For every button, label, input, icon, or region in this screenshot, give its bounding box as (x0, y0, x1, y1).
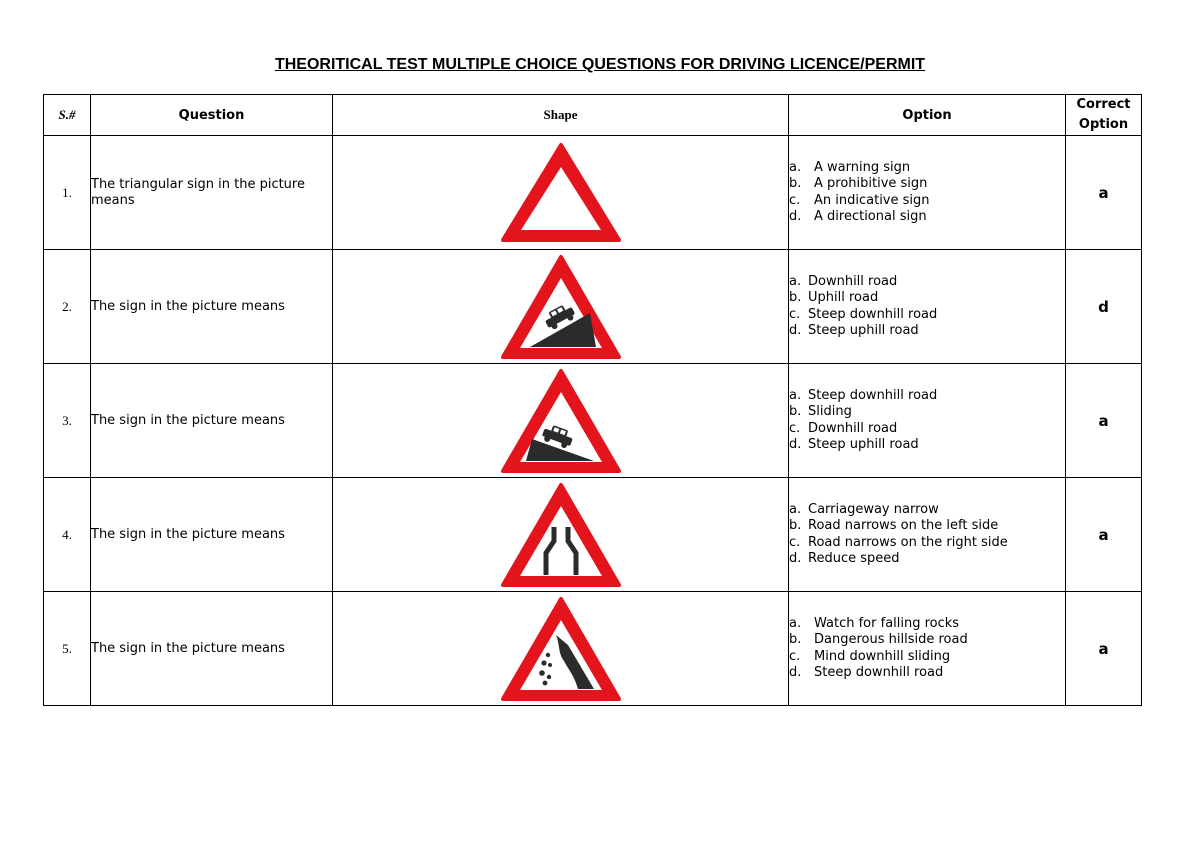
steep-uphill-car-icon (498, 253, 624, 361)
option-d: d. Steep downhill road (789, 665, 944, 680)
header-sn: S.# (44, 95, 91, 136)
row-number: 2. (44, 250, 91, 364)
page-title: THEORITICAL TEST MULTIPLE CHOICE QUESTIONS FOR DRIVING LICENCE/PERMIT (274, 56, 926, 73)
correct-answer: a (1066, 592, 1142, 706)
option-b: b. Uphill road (789, 290, 879, 305)
shape-cell (333, 478, 789, 592)
question-text: The sign in the picture means (91, 250, 333, 364)
correct-answer: d (1066, 250, 1142, 364)
option-c: c. Downhill road (789, 420, 898, 436)
shape-cell (333, 364, 789, 478)
questions-table (43, 94, 1142, 706)
row-number: 3. (44, 364, 91, 478)
header-shape: Shape (333, 95, 789, 136)
steep-downhill-car-icon (498, 367, 624, 475)
road-narrows-icon (498, 481, 624, 589)
shape-cell (333, 592, 789, 706)
question-text: The sign in the picture means (91, 478, 333, 592)
option-a: a. A warning sign (789, 159, 911, 175)
option-a: a. Watch for falling rocks (789, 615, 960, 631)
option-d: d. A directional sign (789, 209, 927, 224)
option-b: b. Sliding (789, 404, 852, 419)
option-d: d. Steep uphill road (789, 437, 919, 452)
options-cell (789, 136, 1066, 250)
warning-triangle-blank (498, 141, 624, 244)
header-correct-line2: Option (1078, 117, 1129, 132)
question-text: The triangular sign in the picture means (91, 136, 333, 250)
option-d: d. Reduce speed (789, 551, 900, 566)
falling-rocks-icon (498, 595, 624, 703)
options-cell (789, 250, 1066, 364)
table-row (44, 478, 1142, 592)
header-row (44, 95, 1142, 136)
table-row (44, 364, 1142, 478)
option-c: c. Road narrows on the right side (789, 534, 1008, 550)
correct-answer: a (1066, 478, 1142, 592)
option-c: c. An indicative sign (789, 192, 930, 208)
options-cell (789, 478, 1066, 592)
shape-cell (333, 136, 789, 250)
option-c: c. Steep downhill road (789, 306, 938, 322)
option-b: b. Road narrows on the left side (789, 518, 999, 533)
option-a: a. Carriageway narrow (789, 501, 939, 517)
option-a: a. Steep downhill road (789, 387, 938, 403)
header-question: Question (91, 95, 333, 136)
question-text: The sign in the picture means (91, 364, 333, 478)
option-b: b. Dangerous hillside road (789, 632, 968, 647)
header-correct-option (1066, 95, 1142, 136)
row-number: 4. (44, 478, 91, 592)
option-c: c. Mind downhill sliding (789, 648, 951, 664)
table-row (44, 136, 1142, 250)
table-row (44, 592, 1142, 706)
option-b: b. A prohibitive sign (789, 176, 928, 191)
option-d: d. Steep uphill road (789, 323, 919, 338)
table-row (44, 250, 1142, 364)
header-option: Option (789, 95, 1066, 136)
shape-cell (333, 250, 789, 364)
correct-answer: a (1066, 136, 1142, 250)
row-number: 5. (44, 592, 91, 706)
option-a: a. Downhill road (789, 273, 898, 289)
correct-answer: a (1066, 364, 1142, 478)
options-cell (789, 364, 1066, 478)
row-number: 1. (44, 136, 91, 250)
question-text: The sign in the picture means (91, 592, 333, 706)
options-cell (789, 592, 1066, 706)
header-correct-line1: Correct (1076, 97, 1131, 112)
